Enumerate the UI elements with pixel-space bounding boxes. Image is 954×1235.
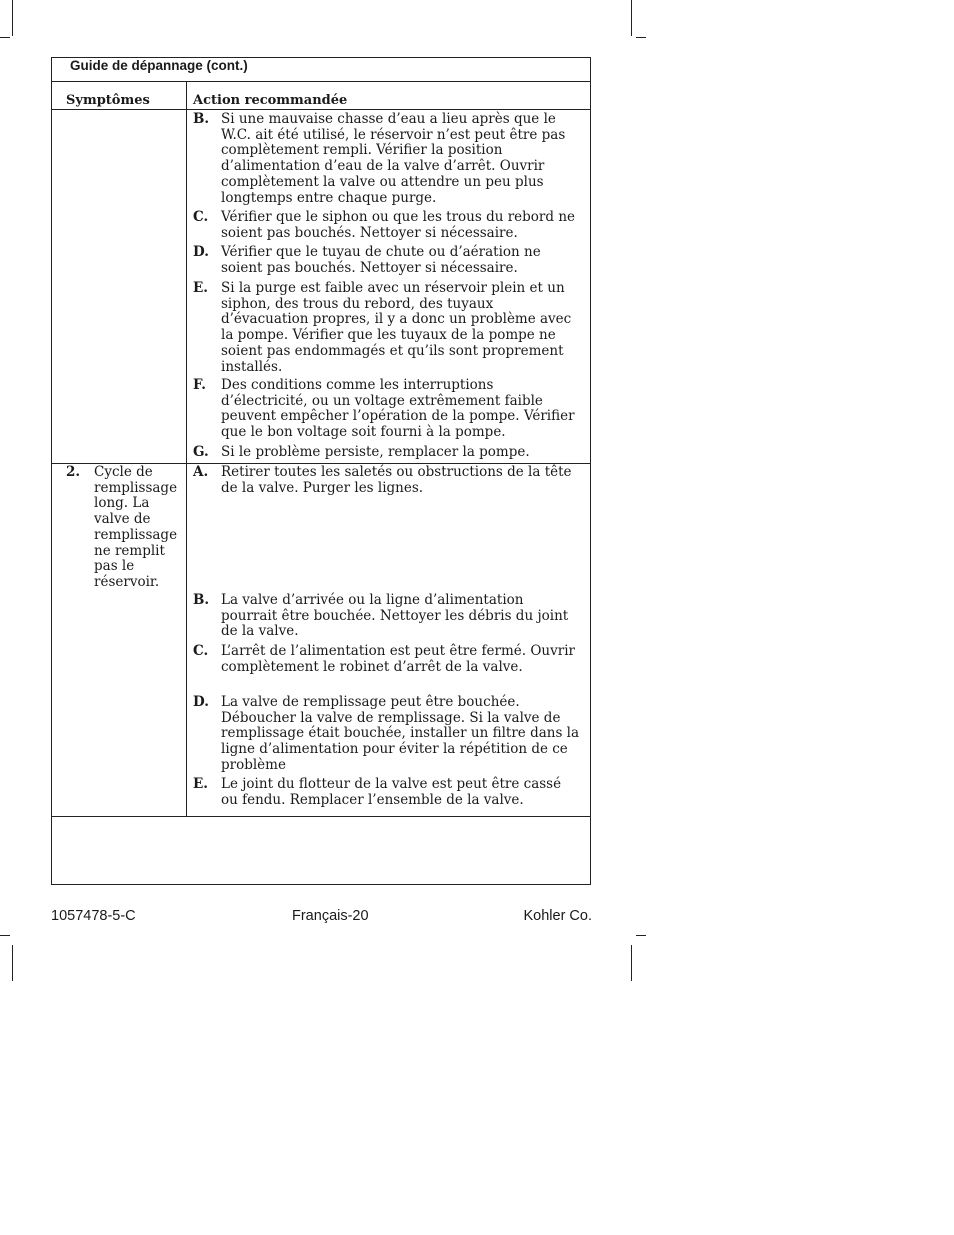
crop-mark [12,945,13,981]
action-text: Si la purge est faible avec un réservoir plein et un siphon, des trous du rebord, des tuyaux d’évacuation propres, il y a donc un problème avec la pompe. Vérifier que les tuyaux de la pompe ne soient pas endommagés et qu’ils sont proprement installés. [221,280,572,375]
action-text: Vérifier que le tuyau de chute ou d’aération ne soient pas bouchés. Nettoyer si nécessaire. [221,244,541,276]
page-number: Français-20 [292,908,369,924]
action-letter: E. [193,280,208,296]
action-letter: A. [193,464,209,480]
crop-mark [636,37,646,38]
company-name: Kohler Co. [523,908,592,924]
crop-mark [0,935,10,936]
action-text: La valve de remplissage peut être bouchée. Déboucher la valve de remplissage. Si la valve de remplissage était bouchée, installer un filtre dans la ligne d’alimentation pour éviter la répétition de ce problème [221,694,580,773]
column-header-action: Action recommandée [193,93,348,108]
divider [52,109,590,110]
column-header-symptoms: Symptômes [66,93,150,108]
divider [52,816,590,817]
symptom-number: 2. [66,464,81,480]
crop-mark [631,945,632,981]
action-letter: C. [193,209,209,225]
crop-mark [12,0,13,36]
action-letter: B. [193,592,210,608]
action-text: La valve d’arrivée ou la ligne d’alimentation pourrait être bouchée. Nettoyer les débris du joint de la valve. [221,592,569,640]
troubleshooting-table [51,57,591,885]
action-text: Le joint du flotteur de la valve est peut être cassé ou fendu. Remplacer l’ensemble de la valve. [221,776,562,808]
column-divider [186,81,187,816]
document-number: 1057478-5-C [51,908,136,924]
action-letter: C. [193,643,209,659]
action-text: Retirer toutes les saletés ou obstructions de la tête de la valve. Purger les lignes. [221,464,572,496]
action-text: Vérifier que le siphon ou que les trous du rebord ne soient pas bouchés. Nettoyer si nécessaire. [221,209,576,241]
action-text: Des conditions comme les interruptions d’électricité, ou un voltage extrêmement faible peuvent empêcher l’opération de la pompe. Vérifier que le bon voltage soit fourni à la pompe. [221,377,575,441]
action-letter: D. [193,694,209,710]
action-letter: D. [193,244,209,260]
crop-mark [0,37,10,38]
divider [52,81,590,82]
action-letter: F. [193,377,206,393]
table-title: Guide de dépannage (cont.) [70,58,248,73]
action-letter: B. [193,111,210,127]
action-text: L’arrêt de l’alimentation est peut être fermé. Ouvrir complètement le robinet d’arrêt de la valve. [221,643,575,675]
action-text: Si une mauvaise chasse d’eau a lieu après que le W.C. ait été utilisé, le réservoir n’est peut être pas complètement rempli. Vérifier la position d’alimentation d’eau de la valve d’arrêt. Ouvrir complètement la valve ou attendre un peu plus longtemps entre chaque purge. [221,111,566,206]
crop-mark [636,935,646,936]
crop-mark [631,0,632,36]
action-letter: G. [193,444,209,460]
symptom-text: Cycle de remplissage long. La valve de remplissage ne remplit pas le réservoir. [94,464,178,590]
action-text: Si le problème persiste, remplacer la pompe. [221,444,530,460]
action-letter: E. [193,776,208,792]
